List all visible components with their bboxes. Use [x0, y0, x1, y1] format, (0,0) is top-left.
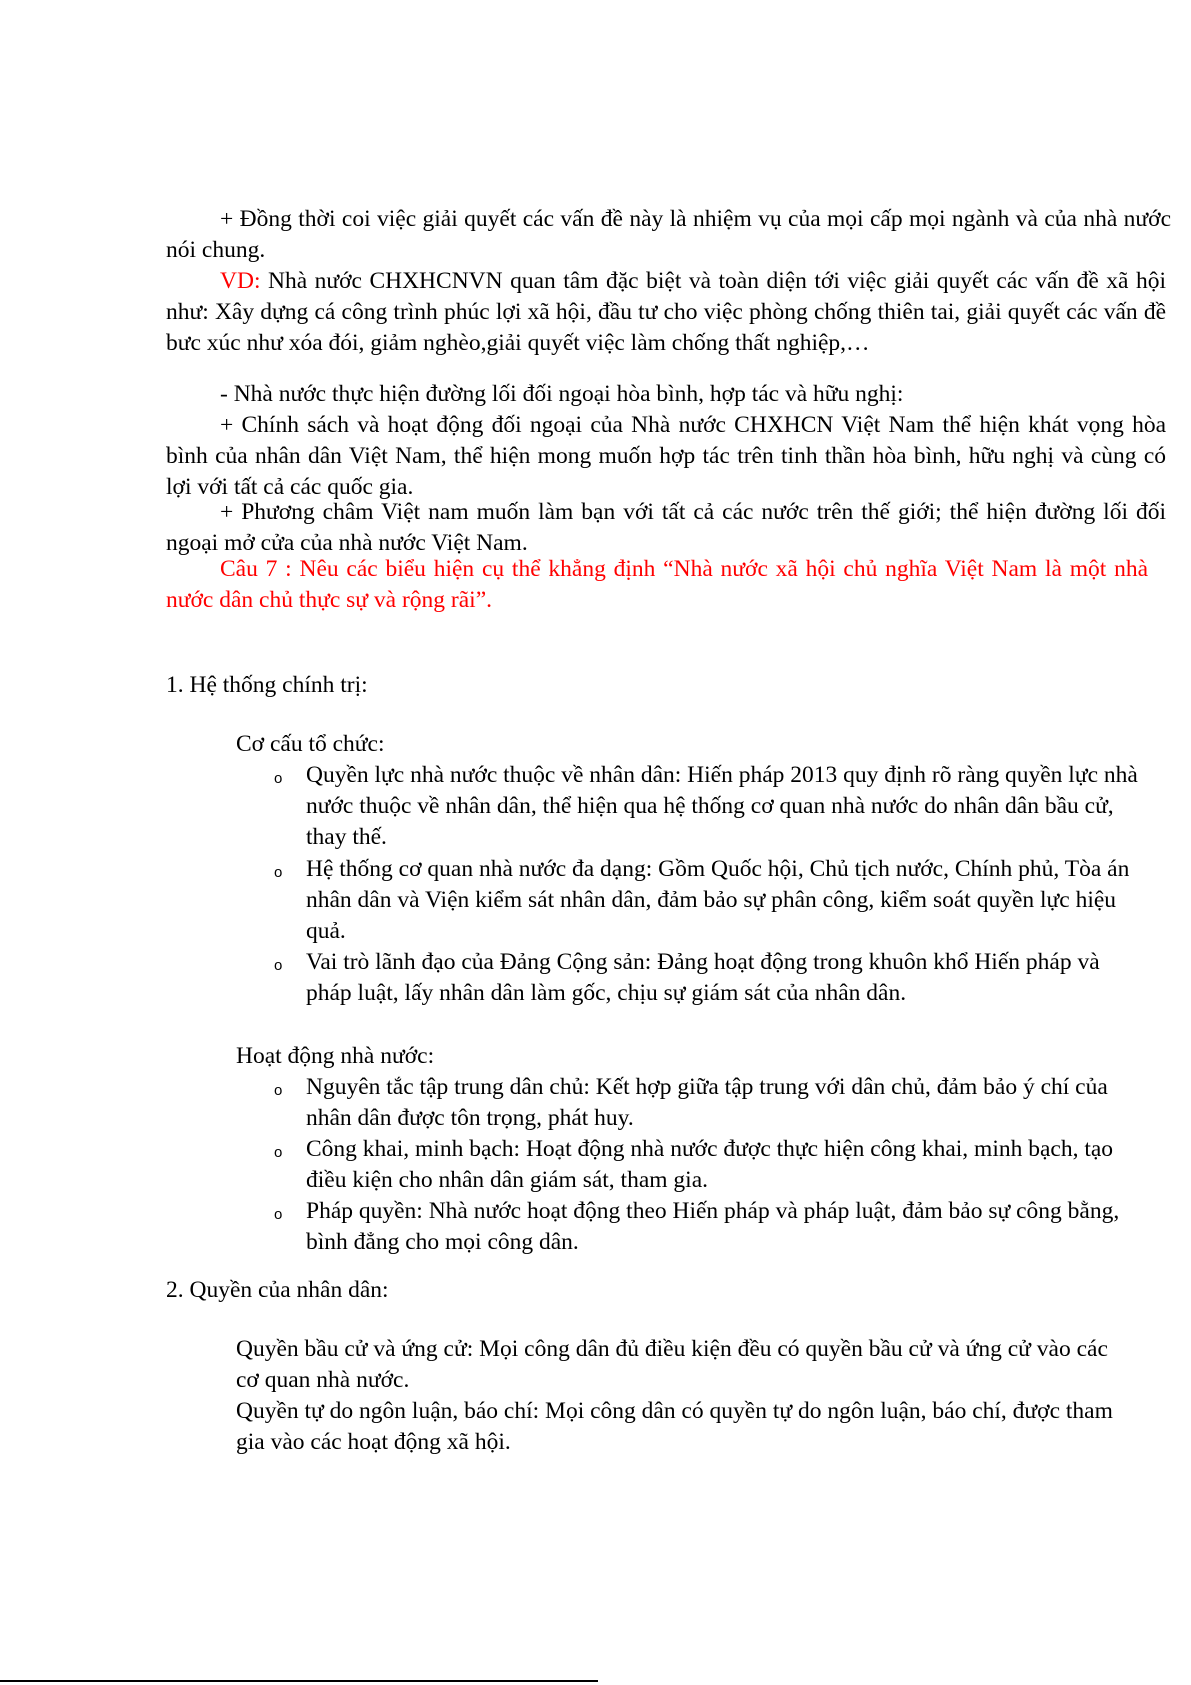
- list-item-structure: Cơ cấu tổ chức:: [236, 731, 385, 757]
- paragraph-motto: + Phương châm Việt nam muốn làm bạn với tất cả các nước trên thế giới; thể hiện đường lối đối ngoại mở cửa của nhà nước Việt Nam.: [166, 499, 1166, 556]
- paragraph-responsibility: + Đồng thời coi việc giải quyết các vấn đề này là nhiệm vụ của mọi cấp mọi ngành và của nhà nước nói chung.: [166, 206, 1171, 263]
- circle-bullet-icon: o: [274, 957, 283, 974]
- example-text: Nhà nước CHXHCNVN quan tâm đặc biệt và toàn diện tới việc giải quyết các vấn đề xã hội như: Xây dựng cá công trình phúc lợi xã hội, đầu tư cho việc phòng chống thiên tai, giải quyết các vấn đề bưc xúc như xóa đói, giảm nghèo,giải quyết việc làm chống thất nghiệp,…: [166, 268, 1166, 356]
- example-label: VD:: [220, 268, 261, 294]
- list-item-election-right: Quyền bầu cử và ứng cử: Mọi công dân đủ điều kiện đều có quyền bầu cử và ứng cử vào các cơ quan nhà nước.: [236, 1336, 1108, 1393]
- section-heading-political-system: 1. Hệ thống chính trị:: [166, 672, 368, 698]
- circle-bullet-icon: o: [274, 1144, 283, 1161]
- paragraph-foreign-activity: + Chính sách và hoạt động đối ngoại của Nhà nước CHXHCN Việt Nam thể hiện khát vọng hòa bình của nhân dân Việt Nam, thể hiện mong muốn hợp tác trên tinh thần hòa bình, hữu nghị và cùng có lợi với tất cả các quốc gia.: [166, 412, 1166, 500]
- circle-bullet-icon: o: [274, 1206, 283, 1223]
- list-item-activity: Hoạt động nhà nước:: [236, 1043, 435, 1069]
- paragraph-foreign-policy: - Nhà nước thực hiện đường lối đối ngoại hòa bình, hợp tác và hữu nghị:: [220, 381, 904, 407]
- sub-item-power: Quyền lực nhà nước thuộc về nhân dân: Hiến pháp 2013 quy định rõ ràng quyền lực nhà nước thuộc về nhân dân, thể hiện qua hệ thống cơ quan nhà nước do nhân dân bầu cử, thay thế.: [306, 762, 1138, 850]
- section-heading-people-rights: 2. Quyền của nhân dân:: [166, 1277, 389, 1303]
- circle-bullet-icon: o: [274, 864, 283, 881]
- question-heading: Câu 7 : Nêu các biểu hiện cụ thể khẳng định “Nhà nước xã hội chủ nghĩa Việt Nam là một nhà nước dân chủ thực sự và rộng rãi”.: [166, 556, 1148, 613]
- paragraph-example: [166, 266, 1166, 359]
- sub-item-party-role: Vai trò lãnh đạo của Đảng Cộng sản: Đảng hoạt động trong khuôn khổ Hiến pháp và pháp luật, lấy nhân dân làm gốc, chịu sự giám sát của nhân dân.: [306, 949, 1100, 1006]
- sub-item-rule-of-law: Pháp quyền: Nhà nước hoạt động theo Hiến pháp và pháp luật, đảm bảo sự công bằng, bình đẳng cho mọi công dân.: [306, 1198, 1120, 1255]
- sub-item-transparency: Công khai, minh bạch: Hoạt động nhà nước được thực hiện công khai, minh bạch, tạo điều kiện cho nhân dân giám sát, tham gia.: [306, 1136, 1114, 1193]
- circle-bullet-icon: o: [274, 770, 283, 787]
- footnote-divider: [0, 1680, 598, 1682]
- sub-item-agencies: Hệ thống cơ quan nhà nước đa dạng: Gồm Quốc hội, Chủ tịch nước, Chính phủ, Tòa án nhân dân và Viện kiểm sát nhân dân, đảm bảo sự phân công, kiểm soát quyền lực hiệu quả.: [306, 856, 1130, 944]
- list-item-speech-right: Quyền tự do ngôn luận, báo chí: Mọi công dân có quyền tự do ngôn luận, báo chí, được tham gia vào các hoạt động xã hội.: [236, 1398, 1113, 1455]
- circle-bullet-icon: o: [274, 1082, 283, 1099]
- sub-item-centralism: Nguyên tắc tập trung dân chủ: Kết hợp giữa tập trung với dân chủ, đảm bảo ý chí của nhân dân được tôn trọng, phát huy.: [306, 1074, 1108, 1131]
